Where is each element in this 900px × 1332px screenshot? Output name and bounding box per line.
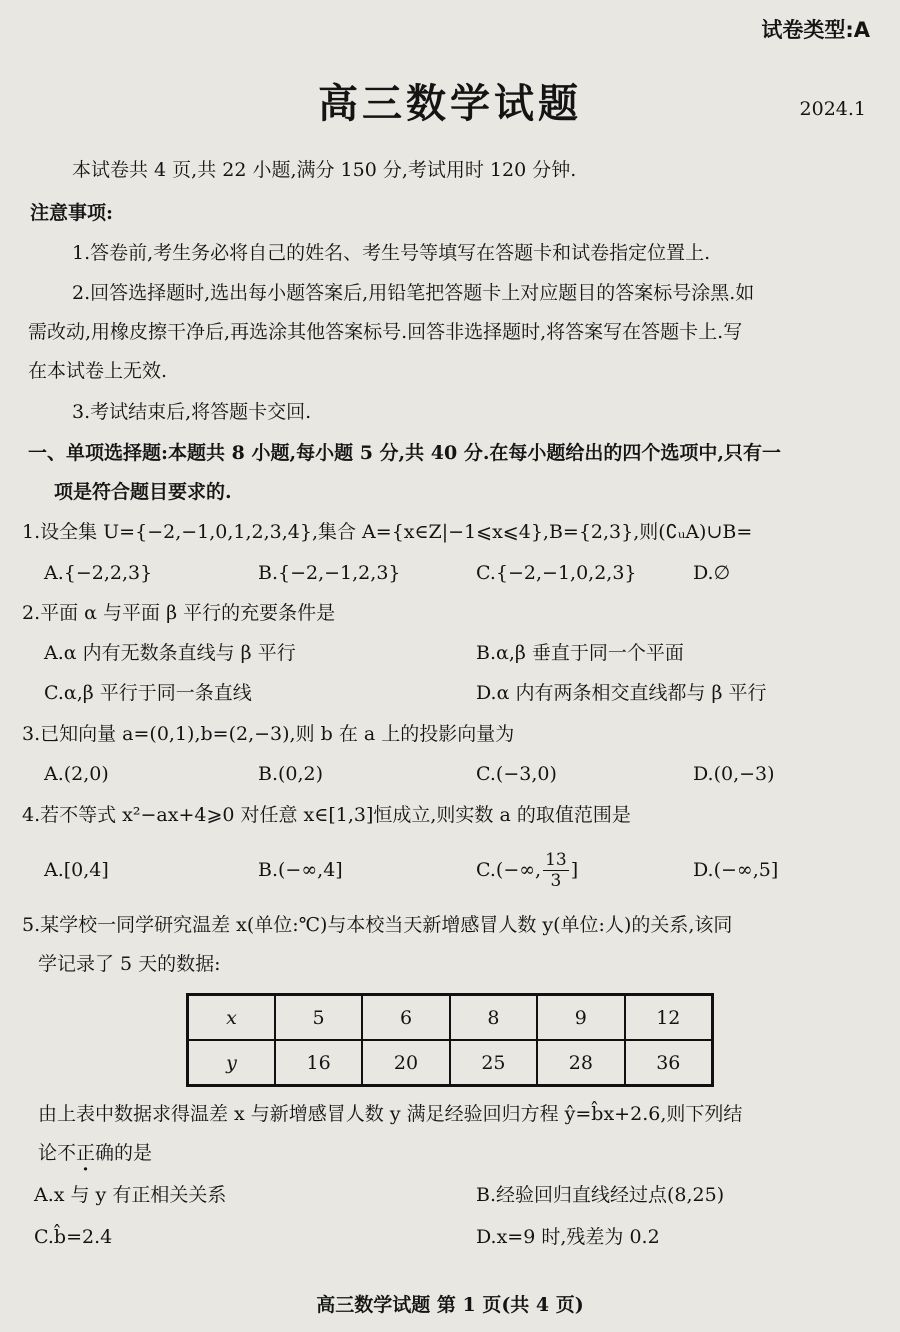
page-title: 高三数学试题 bbox=[318, 80, 582, 127]
table-cell: 16 bbox=[275, 1040, 362, 1086]
text-segment: 的是 bbox=[114, 1142, 153, 1164]
table-cell: 12 bbox=[625, 995, 713, 1041]
table-row-label: y bbox=[188, 1040, 275, 1086]
section-1-heading-line-2: 项是符合题目要求的. bbox=[54, 481, 232, 503]
intro-text: 本试卷共 4 页,共 22 小题,满分 150 分,考试用时 120 分钟. bbox=[72, 159, 577, 181]
note-item-1: 1.答卷前,考生务必将自己的姓名、考生号等填写在答题卡和试卷指定位置上. bbox=[72, 242, 711, 264]
notes-heading: 注意事项: bbox=[30, 202, 114, 224]
question-3-stem: 3.已知向量 a=(0,1),b=(2,−3),则 b 在 a 上的投影向量为 bbox=[22, 723, 515, 745]
note-item-2-line-1: 2.回答选择题时,选出每小题答案后,用铅笔把答题卡上对应题目的答案标号涂黑.如 bbox=[72, 282, 755, 304]
question-4-option-b: B.(−∞,4] bbox=[258, 859, 343, 881]
fraction-numerator: 13 bbox=[545, 849, 567, 870]
exam-type-label: 试卷类型:A bbox=[761, 18, 870, 42]
question-4-stem: 4.若不等式 x²−ax+4⩾0 对任意 x∈[1,3]恒成立,则实数 a 的取值范围是 bbox=[22, 804, 631, 826]
question-2-stem: 2.平面 α 与平面 β 平行的充要条件是 bbox=[22, 602, 336, 624]
question-3-option-d: D.(0,−3) bbox=[693, 763, 775, 785]
question-4-option-d: D.(−∞,5] bbox=[693, 859, 779, 881]
question-2-option-a: A.α 内有无数条直线与 β 平行 bbox=[44, 642, 296, 664]
question-3-option-b: B.(0,2) bbox=[258, 763, 324, 785]
table-cell: 25 bbox=[450, 1040, 537, 1086]
question-4-option-c-fraction bbox=[543, 850, 569, 891]
question-1-option-d: D.∅ bbox=[693, 562, 731, 584]
question-5-condition-line-1: 由上表中数据求得温差 x 与新增感冒人数 y 满足经验回归方程 ŷ=b̂x+2.6,则下列结 bbox=[38, 1103, 743, 1125]
question-5-option-b: B.经验回归直线经过点(8,25) bbox=[476, 1184, 725, 1206]
question-4-option-a: A.[0,4] bbox=[44, 859, 109, 881]
question-2-option-c: C.α,β 平行于同一条直线 bbox=[44, 682, 252, 704]
question-1-option-a: A.{−2,2,3} bbox=[44, 562, 153, 584]
note-item-2-line-2: 需改动,用橡皮擦干净后,再选涂其他答案标号.回答非选择题时,将答案写在答题卡上.写 bbox=[28, 321, 743, 343]
table-cell: 36 bbox=[625, 1040, 713, 1086]
question-5-stem-line-1: 5.某学校一同学研究温差 x(单位:℃)与本校当天新增感冒人数 y(单位:人)的关系,该同 bbox=[22, 914, 733, 936]
question-3-option-a: A.(2,0) bbox=[44, 763, 109, 785]
note-item-3: 3.考试结束后,将答题卡交回. bbox=[72, 401, 312, 423]
question-3-option-c: C.(−3,0) bbox=[476, 763, 557, 785]
question-4-option-c-prefix: C.(−∞, bbox=[476, 859, 542, 881]
table-row-x bbox=[188, 995, 713, 1041]
table-cell: 9 bbox=[537, 995, 624, 1041]
question-2-option-d: D.α 内有两条相交直线都与 β 平行 bbox=[476, 682, 767, 704]
section-1-heading-line-1: 一、单项选择题:本题共 8 小题,每小题 5 分,共 40 分.在每小题给出的四个选项中,只有一 bbox=[28, 442, 782, 464]
table-cell: 5 bbox=[275, 995, 362, 1041]
question-2-option-b: B.α,β 垂直于同一个平面 bbox=[476, 642, 684, 664]
question-1-stem: 1.设全集 U={−2,−1,0,1,2,3,4},集合 A={x∈Z|−1⩽x⩽4},B={2,3},则(∁ᵤA)∪B= bbox=[22, 521, 753, 543]
question-1-option-c: C.{−2,−1,0,2,3} bbox=[476, 562, 637, 584]
question-5-condition-line-2 bbox=[38, 1141, 152, 1165]
question-5-option-c: C.b̂=2.4 bbox=[34, 1226, 113, 1248]
note-item-2-line-3: 在本试卷上无效. bbox=[28, 360, 168, 382]
fraction-denominator: 3 bbox=[550, 870, 562, 891]
page-footer: 高三数学试题 第 1 页(共 4 页) bbox=[316, 1294, 584, 1316]
question-4-option-c bbox=[476, 846, 578, 894]
question-5-option-a: A.x 与 y 有正相关关系 bbox=[34, 1184, 227, 1206]
exam-date: 2024.1 bbox=[799, 98, 866, 120]
table-cell: 6 bbox=[362, 995, 449, 1041]
question-5-option-d: D.x=9 时,残差为 0.2 bbox=[476, 1226, 660, 1248]
table-row-label: x bbox=[188, 995, 275, 1041]
table-cell: 8 bbox=[450, 995, 537, 1041]
table-row-y bbox=[188, 1040, 713, 1086]
emphasized-text: 不正确 bbox=[57, 1142, 115, 1164]
question-4-option-c-suffix: ] bbox=[570, 859, 579, 881]
question-1-option-b: B.{−2,−1,2,3} bbox=[258, 562, 401, 584]
data-table bbox=[186, 993, 714, 1087]
table-cell: 28 bbox=[537, 1040, 624, 1086]
text-segment: 论 bbox=[38, 1142, 58, 1164]
table-cell: 20 bbox=[362, 1040, 449, 1086]
question-5-stem-line-2: 学记录了 5 天的数据: bbox=[38, 953, 221, 975]
